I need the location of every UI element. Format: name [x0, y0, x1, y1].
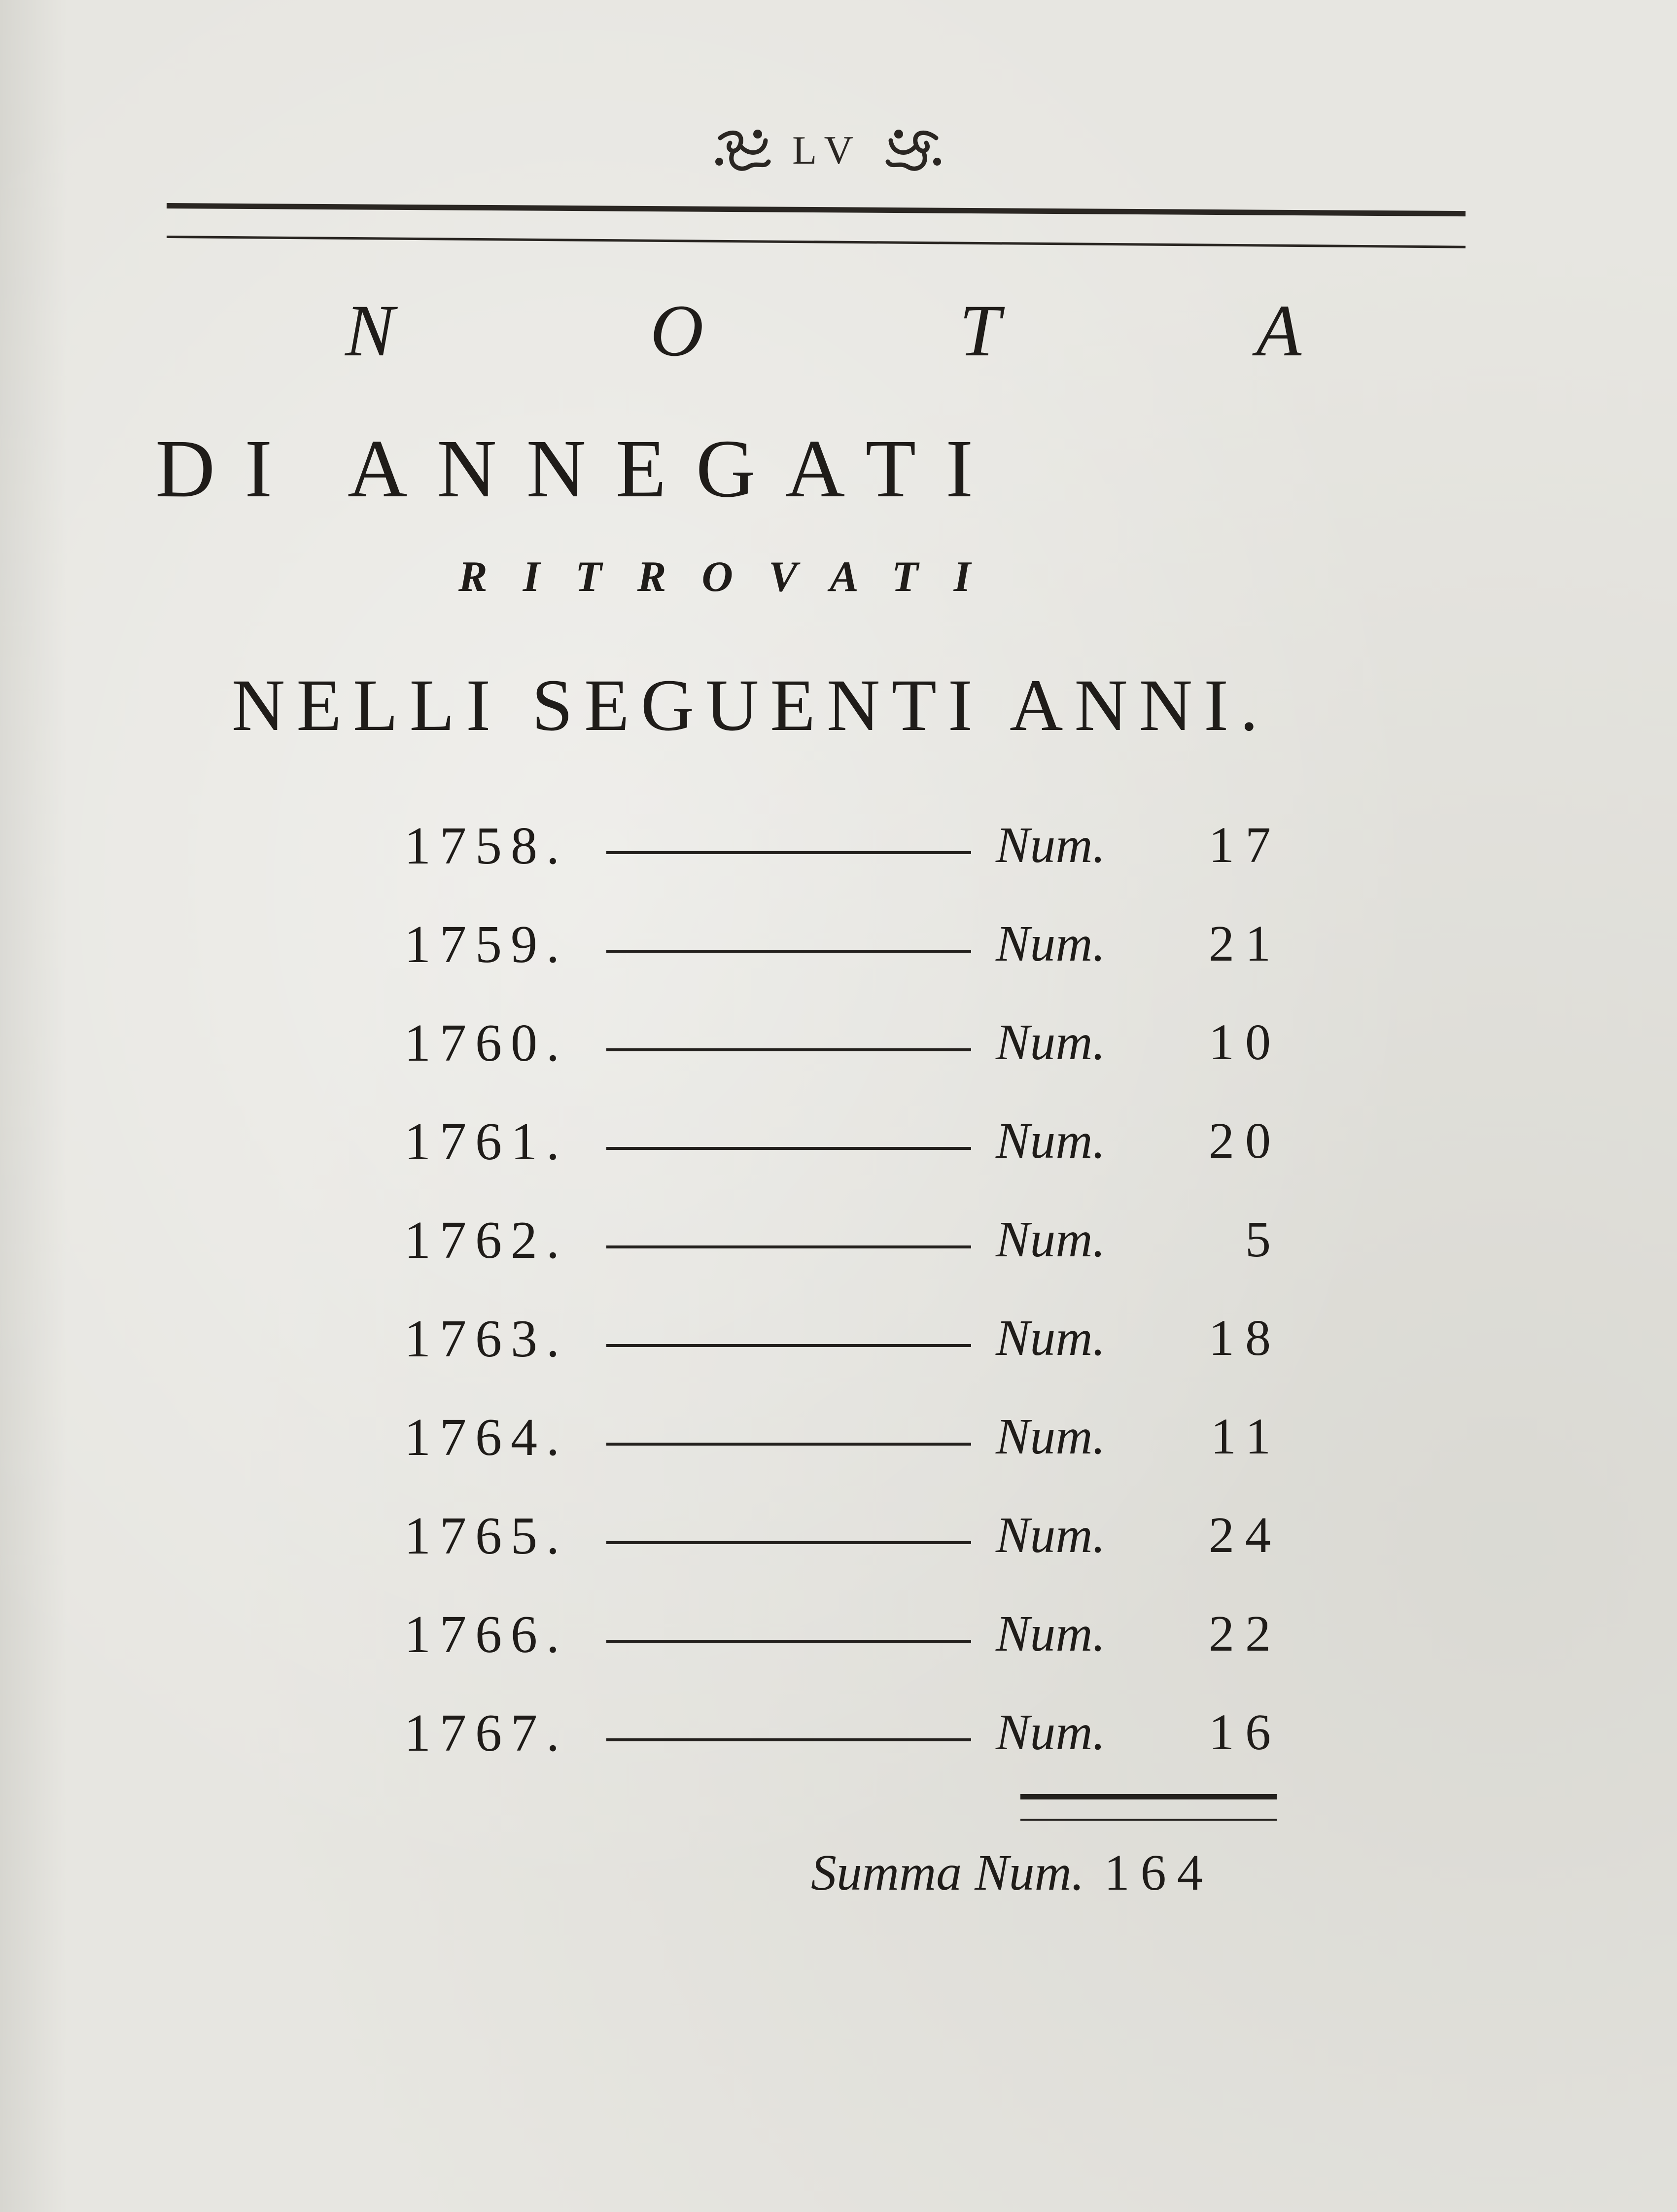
table-row — [404, 1407, 1282, 1476]
title-letter: O — [650, 290, 704, 372]
head-rule-thick — [167, 203, 1466, 216]
row-year: 1763. — [404, 1310, 568, 1368]
total-rule-thick — [1020, 1794, 1277, 1799]
row-label: Num. — [996, 1310, 1106, 1366]
row-leader-rule — [606, 1147, 971, 1150]
title-nelli-seguenti-anni: NELLI SEGUENTI ANNI. — [232, 664, 1270, 746]
row-value: 20 — [1209, 1112, 1282, 1169]
table-row — [404, 1703, 1282, 1772]
page-number: LV — [792, 128, 864, 173]
table-row — [404, 1309, 1282, 1378]
total-rule-thin — [1020, 1819, 1277, 1821]
row-leader-rule — [606, 950, 971, 953]
running-head — [680, 116, 976, 185]
head-rule-thin — [167, 236, 1466, 248]
row-leader-rule — [606, 1443, 971, 1446]
total-row — [811, 1843, 1214, 1902]
row-year: 1759. — [404, 915, 568, 974]
total-label: Summa Num. — [811, 1844, 1084, 1901]
row-value: 22 — [1209, 1605, 1282, 1662]
row-value: 17 — [1209, 817, 1282, 873]
row-label: Num. — [996, 1112, 1106, 1169]
table-row — [404, 1111, 1282, 1180]
row-value: 11 — [1210, 1408, 1282, 1465]
row-year: 1762. — [404, 1211, 568, 1270]
row-value: 16 — [1209, 1704, 1282, 1761]
row-year: 1767. — [404, 1704, 568, 1763]
row-value: 5 — [1245, 1211, 1282, 1268]
row-label: Num. — [996, 1408, 1106, 1465]
row-label: Num. — [996, 1211, 1106, 1268]
row-year: 1766. — [404, 1605, 568, 1664]
row-value: 10 — [1209, 1014, 1282, 1071]
row-leader-rule — [606, 1245, 971, 1248]
title-letter: N — [345, 290, 395, 372]
row-year: 1764. — [404, 1408, 568, 1467]
row-leader-rule — [606, 1048, 971, 1051]
row-leader-rule — [606, 1640, 971, 1643]
table-row — [404, 914, 1282, 983]
table-row — [404, 816, 1282, 885]
total-value: 164 — [1104, 1844, 1214, 1901]
title-ritrovati: RITROVATI — [458, 553, 1006, 601]
title-letter: T — [959, 290, 1001, 372]
row-label: Num. — [996, 1605, 1106, 1662]
title-di-annegati: DI ANNEGATI — [155, 423, 1003, 515]
row-label: Num. — [996, 817, 1106, 873]
row-year: 1758. — [404, 817, 568, 875]
row-year: 1765. — [404, 1507, 568, 1565]
title-letter: A — [1256, 290, 1301, 372]
row-value: 21 — [1209, 915, 1282, 972]
row-value: 18 — [1209, 1310, 1282, 1366]
table-row — [404, 1013, 1282, 1082]
table-row — [404, 1210, 1282, 1279]
fleuron-left-icon — [710, 123, 774, 177]
title-nota — [345, 288, 1301, 373]
row-label: Num. — [996, 1014, 1106, 1071]
row-label: Num. — [996, 1507, 1106, 1563]
fleuron-right-icon — [882, 123, 946, 177]
row-leader-rule — [606, 1344, 971, 1347]
row-value: 24 — [1209, 1507, 1282, 1563]
row-leader-rule — [606, 1541, 971, 1544]
row-label: Num. — [996, 915, 1106, 972]
row-year: 1761. — [404, 1112, 568, 1171]
row-year: 1760. — [404, 1014, 568, 1072]
row-leader-rule — [606, 851, 971, 854]
table-row — [404, 1604, 1282, 1673]
table-row — [404, 1506, 1282, 1575]
row-leader-rule — [606, 1738, 971, 1741]
row-label: Num. — [996, 1704, 1106, 1761]
